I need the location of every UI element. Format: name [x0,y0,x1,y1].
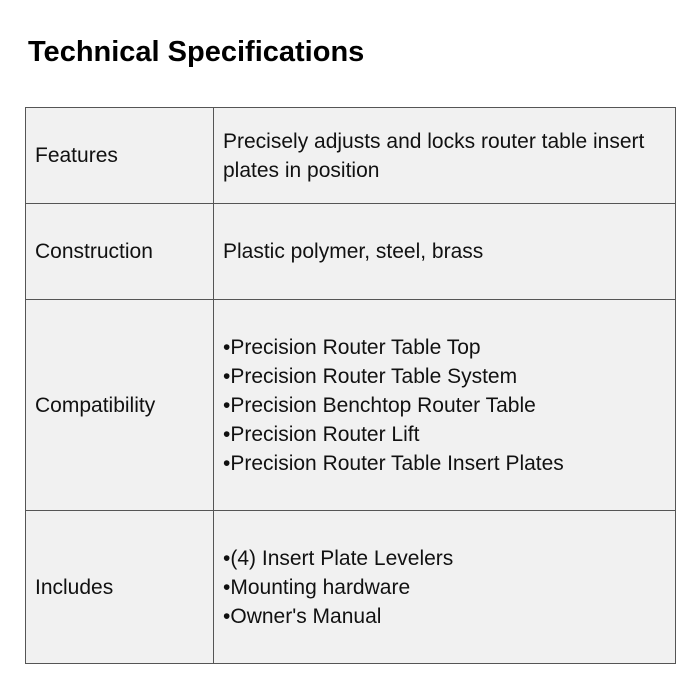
table-row-construction [26,204,676,300]
compatibility-value [214,300,676,511]
list-item: • (4) Insert Plate Levelers [223,544,666,573]
compatibility-label: Compatibility [26,300,214,511]
list-item: • Precision Router Table Insert Plates [223,449,666,478]
table-row-features [26,108,676,204]
table-row-includes [26,511,676,664]
page-title: Technical Specifications [28,36,365,68]
list-item: • Mounting hardware [223,573,666,602]
features-label: Features [26,108,214,204]
compatibility-list [223,333,666,478]
list-item: • Precision Router Table System [223,362,666,391]
features-value: Precisely adjusts and locks router table insert plates in position [214,108,676,204]
construction-label: Construction [26,204,214,300]
includes-label: Includes [26,511,214,664]
list-item: • Precision Router Lift [223,420,666,449]
list-item: • Owner's Manual [223,602,666,631]
list-item: • Precision Benchtop Router Table [223,391,666,420]
construction-value: Plastic polymer, steel, brass [214,204,676,300]
spec-table [25,107,676,664]
includes-list [223,544,666,631]
includes-value [214,511,676,664]
table-row-compatibility [26,300,676,511]
list-item: • Precision Router Table Top [223,333,666,362]
